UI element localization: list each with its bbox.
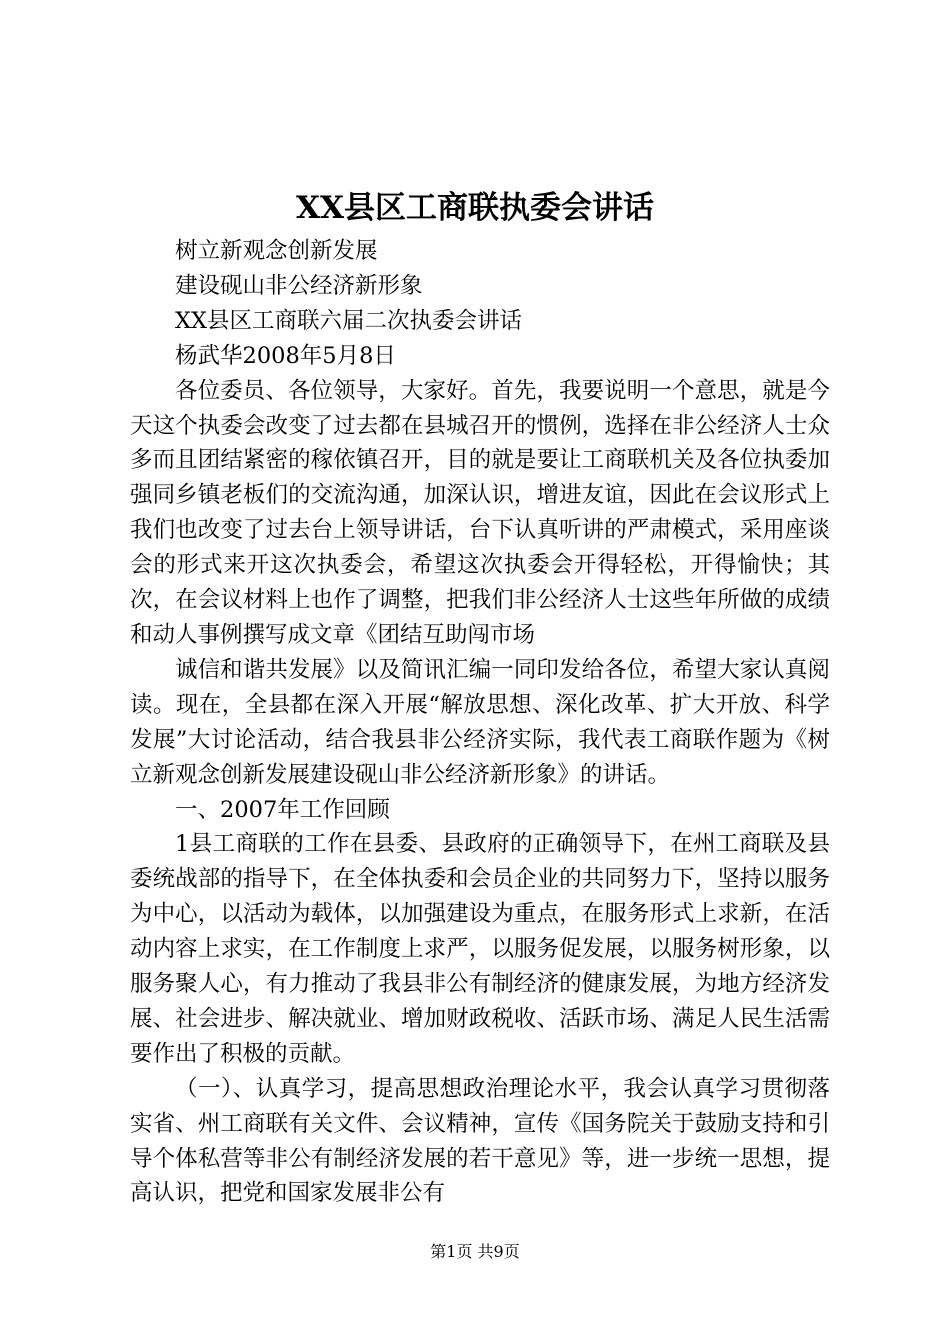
paragraph-author-date: 杨武华2008年5月8日 xyxy=(175,342,396,369)
document-title: XX县区工商联执委会讲话 xyxy=(295,190,655,226)
paragraph-continuation: 诚信和谐共发展》以及简讯汇编一同印发给各位，希望大家认真阅读。现在，全县都在深入开展“解放思想、深化改革、扩大开放、科学发展”大讨论活动，结合我县非公经济实际，我代表工商联作题为《树立新观念创新发展建设砚山非公经济新形象》的讲话。 xyxy=(130,656,830,788)
page-number-footer: 第1页 共9页 xyxy=(430,1242,520,1261)
paragraph-subtitle-2: 建设砚山非公经济新形象 xyxy=(175,272,423,299)
paragraph-subtitle-1: 树立新观念创新发展 xyxy=(175,238,378,264)
paragraph-review-summary: 1县工商联的工作在县委、县政府的正确领导下，在州工商联及县委统战部的指导下，在全体执委和会员企业的共同努力下，坚持以服务为中心，以活动为载体，以加强建设为重点，在服务形式上求新，在活动内容上求实，在工作制度上求严，以服务促发展，以服务树形象，以服务聚人心，有力推动了我县非公有制经济的健康发展，为地方经济发展、社会进步、解决就业、增加财政税收、活跃市场、满足人民生活需要作出了积极的贡献。 xyxy=(130,831,830,1067)
paragraph-meeting-name: XX县区工商联六届二次执委会讲话 xyxy=(175,307,523,334)
paragraph-opening: 各位委员、各位领导，大家好。首先，我要说明一个意思，就是今天这个执委会改变了过去都在县城召开的惯例，选择在非公经济人士众多而且团结紧密的稼依镇召开，目的就是要让工商联机关及各位执委加强同乡镇老板们的交流沟通，加深认识，增进友谊，因此在会议形式上我们也改变了过去台上领导讲话，台下认真听讲的严肃模式，采用座谈会的形式来开这次执委会，希望这次执委会开得轻松，开得愉快；其次，在会议材料上也作了调整，把我们非公经济人士这些年所做的成绩和动人事例撰写成文章《团结互助闯市场 xyxy=(130,377,830,648)
paragraph-study: （一）、认真学习，提高思想政治理论水平，我会认真学习贯彻落实省、州工商联有关文件、会议精神，宣传《国务院关于鼓励支持和引导个体私营等非公有制经济发展的若干意见》等，进一步统一思想，提高认识，把党和国家发展非公有 xyxy=(130,1075,830,1207)
section-heading-review: 一、2007年工作回顾 xyxy=(175,796,390,823)
document-body xyxy=(130,234,830,1211)
